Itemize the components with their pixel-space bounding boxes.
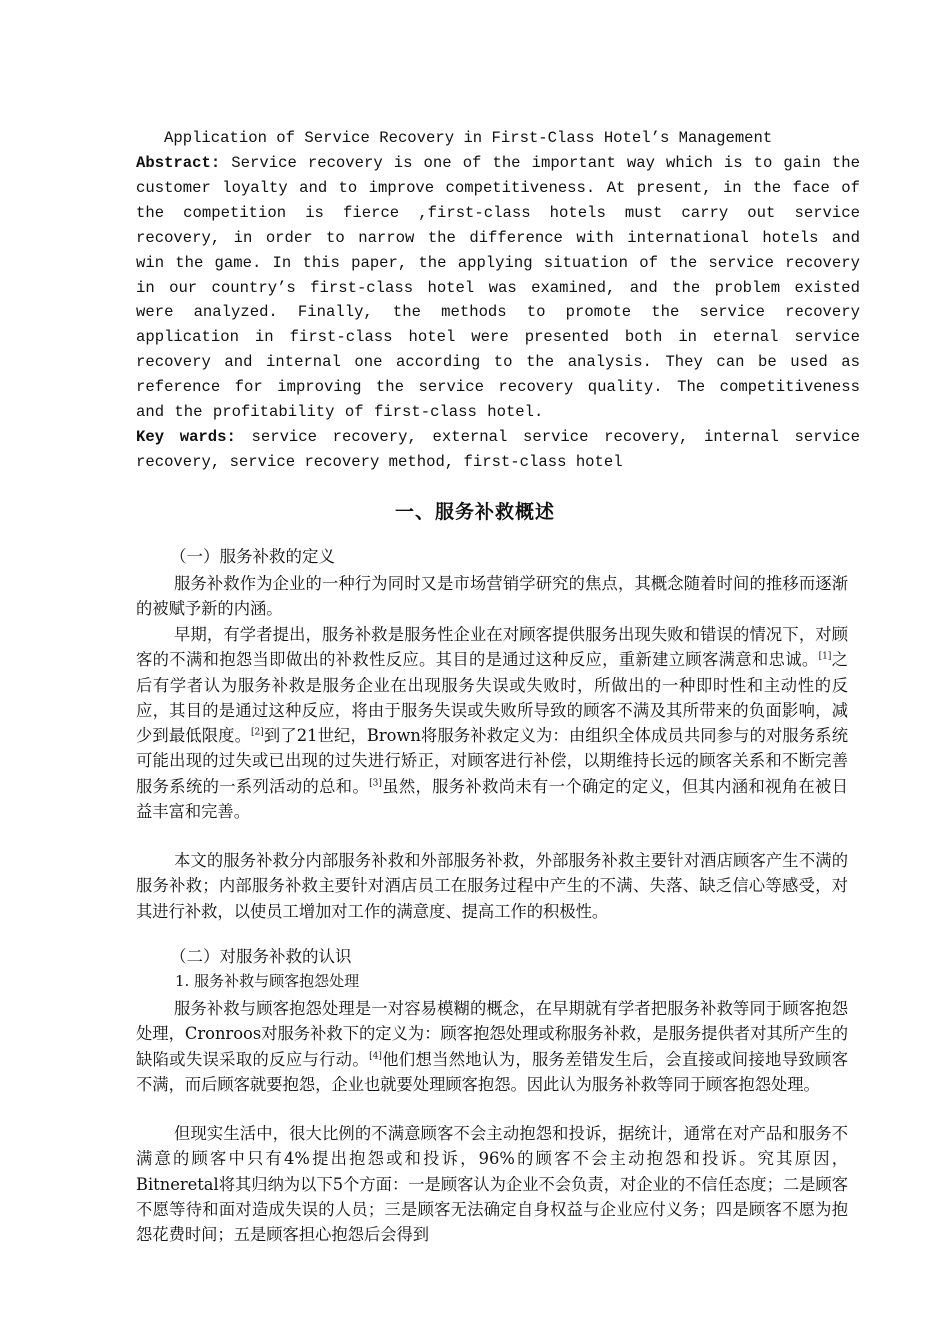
paragraph-2-part-d: 虽然，服务补救尚未有一个确定的定义，但其内涵和视角在被日益丰富和完善。	[136, 776, 848, 822]
paragraph-5: 但现实生活中，很大比例的不满意顾客不会主动抱怨和投诉，据统计，通常在对产品和服务不满意的顾客中只有4%提出抱怨或和投诉，96%的顾客不会主动抱怨和投诉。究其原因，Bitneretal将其归纳为以下5个方面：一是顾客认为企业不会负责，对企业的不信任态度；二是顾客不愿等待和面对造成失误的人员；三是顾客无法确定自身权益与企业应付义务；四是顾客不愿为抱怨花费时间；五是顾客担心抱怨后会得到	[136, 1124, 848, 1245]
subsection-title-definition: （一）服务补救的定义	[170, 547, 335, 566]
english-title: Application of Service Recovery in First-Class Hotel’s Management	[164, 129, 773, 147]
paragraph-4-part-a: 服务补救与顾客抱怨处理是一对容易模糊的概念，在早期就有学者把服务补救等同于顾客抱怨处理，Cronroos对服务补救下的定义为：顾客抱怨处理或称服务补救，是服务提供者对其所产生的缺陷或失误采取的反应与行动。	[136, 999, 848, 1069]
subsection-title-understanding: （二）对服务补救的认识	[170, 947, 352, 966]
paragraph-2-part-c: 到了21世纪，Brown将服务补救定义为：由组织全体成员共同参与的对服务系统可能出现的过失或已出现的过失进行矫正，对顾客进行补偿，以期维持长远的顾客关系和不断完善服务系统的一系列活动的总和。	[136, 726, 848, 796]
paragraph-2-part-b: 之后有学者认为服务补救是服务企业在出现服务失误或失败时，所做出的一种即时性和主动性的反应，其目的是通过这种反应，将由于服务失误或失败所导致的顾客不满及其所带来的负面影响，减少到最低限度。	[136, 650, 848, 746]
citation-1: [1]	[818, 651, 832, 662]
citation-3: [3]	[369, 778, 382, 789]
section-title: 一、服务补救概述	[394, 501, 555, 523]
keywords-text: service recovery, external service recovery, internal service recovery, service recovery method, first-class hotel	[136, 428, 860, 471]
paragraph-1: 服务补救作为企业的一种行为同时又是市场营销学研究的焦点，其概念随着时间的推移而逐渐的被赋予新的内涵。	[136, 574, 848, 619]
keywords	[136, 425, 860, 475]
citation-2: [2]	[251, 727, 264, 738]
sub-item-title: 1. 服务补救与顾客抱怨处理	[175, 972, 360, 990]
paragraph-4	[136, 996, 848, 1097]
paragraph-4-part-b: 他们想当然地认为，服务差错发生后，会直接或间接地导致顾客不满，而后顾客就要抱怨，企业也就要处理顾客抱怨。因此认为服务补救等同于顾客抱怨处理。	[136, 1049, 848, 1094]
citation-4: [4]	[369, 1051, 382, 1062]
paragraph-2	[136, 622, 848, 824]
paragraph-3: 本文的服务补救分内部服务补救和外部服务补救，外部服务补救主要针对酒店顾客产生不满的服务补救；内部服务补救主要针对酒店员工在服务过程中产生的不满、失落、缺乏信心等感受，对其进行补救，以使员工增加对工作的满意度、提高工作的积极性。	[136, 851, 848, 921]
abstract-label: Abstract:	[136, 154, 221, 172]
abstract	[136, 151, 860, 425]
abstract-text: Service recovery is one of the important way which is to gain the customer loyalty and to improve competitiveness. At present, in the face of the competition is fierce ,first-class hotels must carry out service recovery, in order to narrow the difference with international hotels and win the game. In this paper, the applying situation of the service recovery in our country’s first-class hotel was examined, and the problem existed were analyzed. Finally, the methods to promote the service recovery application in first-class hotel were presented both in eternal service recovery and internal one according to the analysis. They can be used as reference for improving the service recovery quality. The competitiveness and the profitability of first-class hotel.	[136, 154, 860, 422]
keywords-label: Key wards:	[136, 428, 236, 446]
paragraph-2-part-a: 早期，有学者提出，服务补救是服务性企业在对顾客提供服务出现失败和错误的情况下，对顾客的不满和抱怨当即做出的补救性反应。其目的是通过这种反应，重新建立顾客满意和忠诚。	[136, 625, 848, 670]
